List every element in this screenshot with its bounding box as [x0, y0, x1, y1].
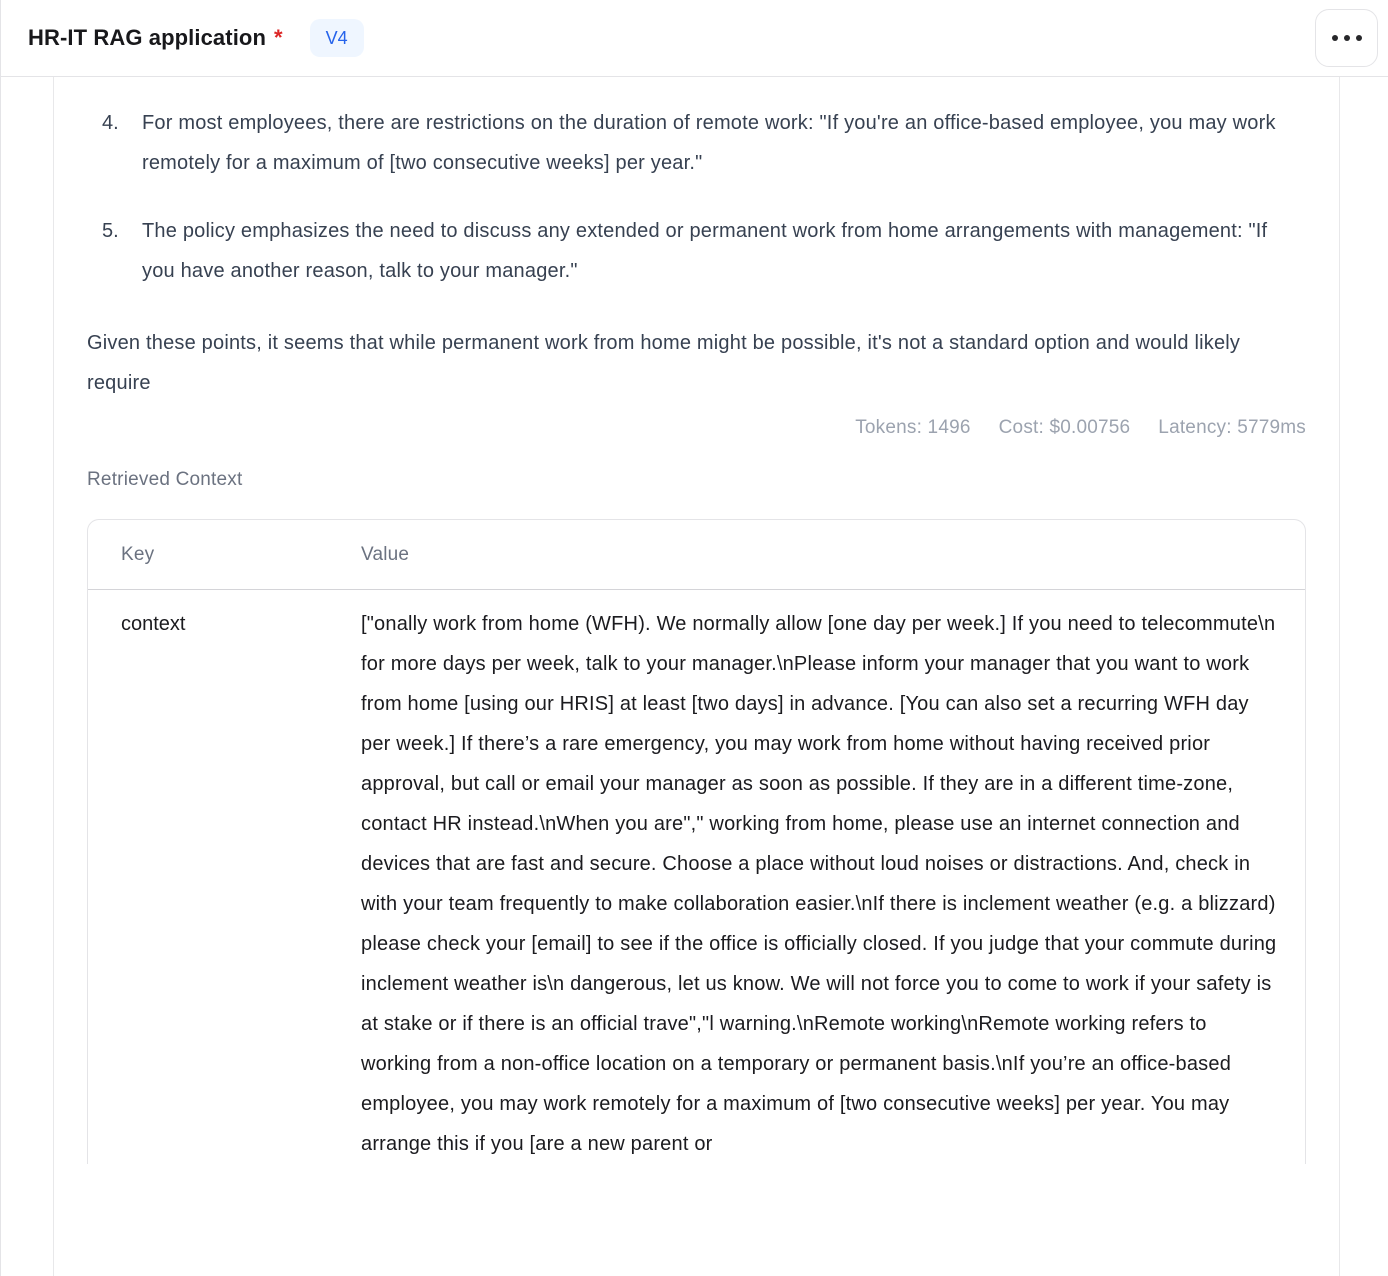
overflow-menu-button[interactable]	[1315, 9, 1378, 67]
key-cell: context	[121, 613, 186, 635]
unsaved-changes-marker: *	[274, 25, 283, 50]
stats-row	[87, 417, 1306, 439]
list-item	[87, 103, 1306, 183]
list-item-number: 4.	[102, 112, 119, 134]
retrieved-context-heading: Retrieved Context	[87, 469, 243, 490]
page-title: HR-IT RAG application	[28, 25, 266, 50]
llm-output-list	[87, 103, 1306, 291]
table-header-row	[88, 520, 1305, 590]
tokens-stat: Tokens: 1496	[855, 417, 971, 438]
output-paragraph: Given these points, it seems that while permanent work from home might be possible, it's not a standard option and would likely require	[87, 332, 1241, 394]
latency-stat: Latency: 5779ms	[1158, 417, 1306, 438]
list-item-text: For most employees, there are restrictions on the duration of remote work: "If you're an office-based employee, you may work remotely for a maximum of [two consecutive weeks] per year."	[142, 112, 1276, 174]
version-badge[interactable]: V4	[310, 19, 364, 57]
value-cell: ["onally work from home (WFH). We normally allow [one day per week.] If you need to telecommute\n for more days per week, talk to your manager.\nPlease inform your manager that you want to work from home [using our HRIS] at least [two days] in advance. [You can also set a recurring WFH day per week.] If there’s a rare emergency, you may work from home without having received prior approval, but call or email your manager as soon as possible. If they are in a different time-zone, contact HR instead.\nWhen you are"," working from home, please use an internet connection and devices that are fast and secure. Choose a place without loud noises or distractions. And, check in with your team frequently to make collaboration easier.\nIf there is inclement weather (e.g. a blizzard) please check your [email] to see if the office is officially closed. If you judge that your commute during inclement weather is\n dangerous, let us know. We will not force you to come to work if your safety is at stake or if there is an official trave","l warning.\nRemote working\nRemote working refers to working from a non-office location on a temporary or permanent basis.\nIf you’re an office-based employee, you may work remotely for a maximum of [two consecutive weeks] per year. You may arrange this if you [are a new parent or	[361, 613, 1277, 1155]
context-table	[87, 519, 1306, 1164]
table-row	[88, 590, 1305, 1164]
content-panel	[53, 77, 1340, 1276]
column-header-value: Value	[361, 543, 410, 565]
column-header-key: Key	[121, 543, 155, 565]
cost-stat: Cost: $0.00756	[998, 417, 1131, 438]
header-bar	[1, 0, 1388, 77]
ellipsis-icon	[1332, 35, 1362, 41]
list-item	[87, 211, 1306, 291]
list-item-number: 5.	[102, 220, 119, 242]
list-item-text: The policy emphasizes the need to discuss any extended or permanent work from home arrangements with management: "If you have another reason, talk to your manager."	[142, 220, 1268, 282]
